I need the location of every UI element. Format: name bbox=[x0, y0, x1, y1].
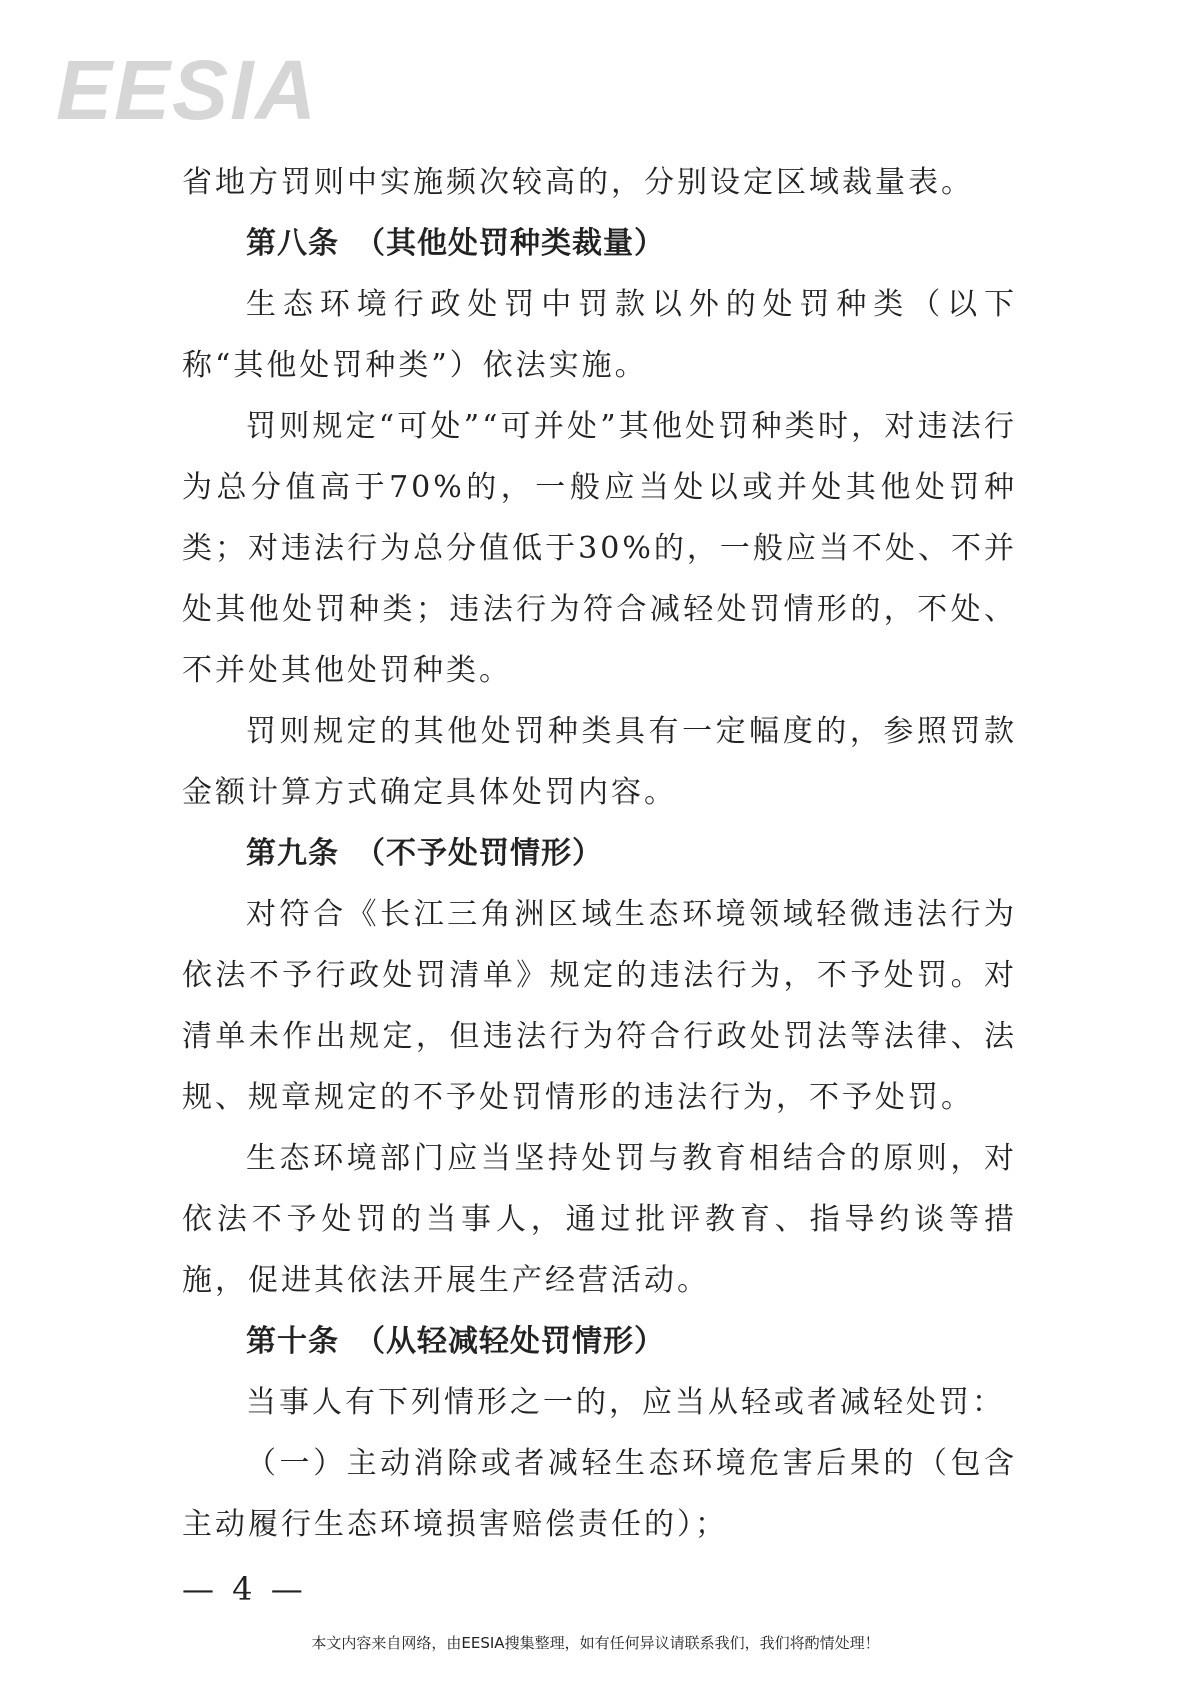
article-10-paragraph-1: 当事人有下列情形之一的，应当从轻或者减轻处罚： bbox=[246, 1385, 1005, 1420]
article-8-heading: 第八条 （其他处罚种类裁量） bbox=[246, 226, 665, 261]
article-10-heading: 第十条 （从轻减轻处罚情形） bbox=[246, 1324, 665, 1359]
article-8-paragraph-1: 生态环境行政处罚中罚款以外的处罚种类（以下称“其他处罚种类”）依法实施。 bbox=[182, 287, 1017, 383]
footer-disclaimer: 本文内容来自网络，由EESIA搜集整理，如有任何异议请联系我们，我们将酌情处理！ bbox=[311, 1634, 880, 1652]
article-10-item-1: （一）主动消除或者减轻生态环境危害后果的（包含主动履行生态环境损害赔偿责任的）； bbox=[182, 1446, 1017, 1542]
eesia-logo: EESIA bbox=[56, 43, 319, 137]
article-9-heading: 第九条 （不予处罚情形） bbox=[246, 836, 603, 871]
page-number: — 4 — bbox=[182, 1570, 307, 1608]
article-9-paragraph-1: 对符合《长江三角洲区域生态环境领域轻微违法行为依法不予行政处罚清单》规定的违法行为，不予处罚。对清单未作出规定，但违法行为符合行政处罚法等法律、法规、规章规定的不予处罚情形的违法行为，不予处罚。 bbox=[182, 897, 1017, 1115]
article-8-paragraph-2: 罚则规定“可处”“可并处”其他处罚种类时，对违法行为总分值高于70%的，一般应当处以或并处其他处罚种类；对违法行为总分值低于30%的，一般应当不处、不并处其他处罚种类；违法行为符合减轻处罚情形的，不处、不并处其他处罚种类。 bbox=[182, 409, 1017, 688]
article-8-paragraph-3: 罚则规定的其他处罚种类具有一定幅度的，参照罚款金额计算方式确定具体处罚内容。 bbox=[182, 714, 1017, 810]
document-body bbox=[182, 152, 1017, 1555]
paragraph-continuation: 省地方罚则中实施频次较高的，分别设定区域裁量表。 bbox=[182, 165, 974, 200]
article-9-paragraph-2: 生态环境部门应当坚持处罚与教育相结合的原则，对依法不予处罚的当事人，通过批评教育、指导约谈等措施，促进其依法开展生产经营活动。 bbox=[182, 1141, 1017, 1298]
